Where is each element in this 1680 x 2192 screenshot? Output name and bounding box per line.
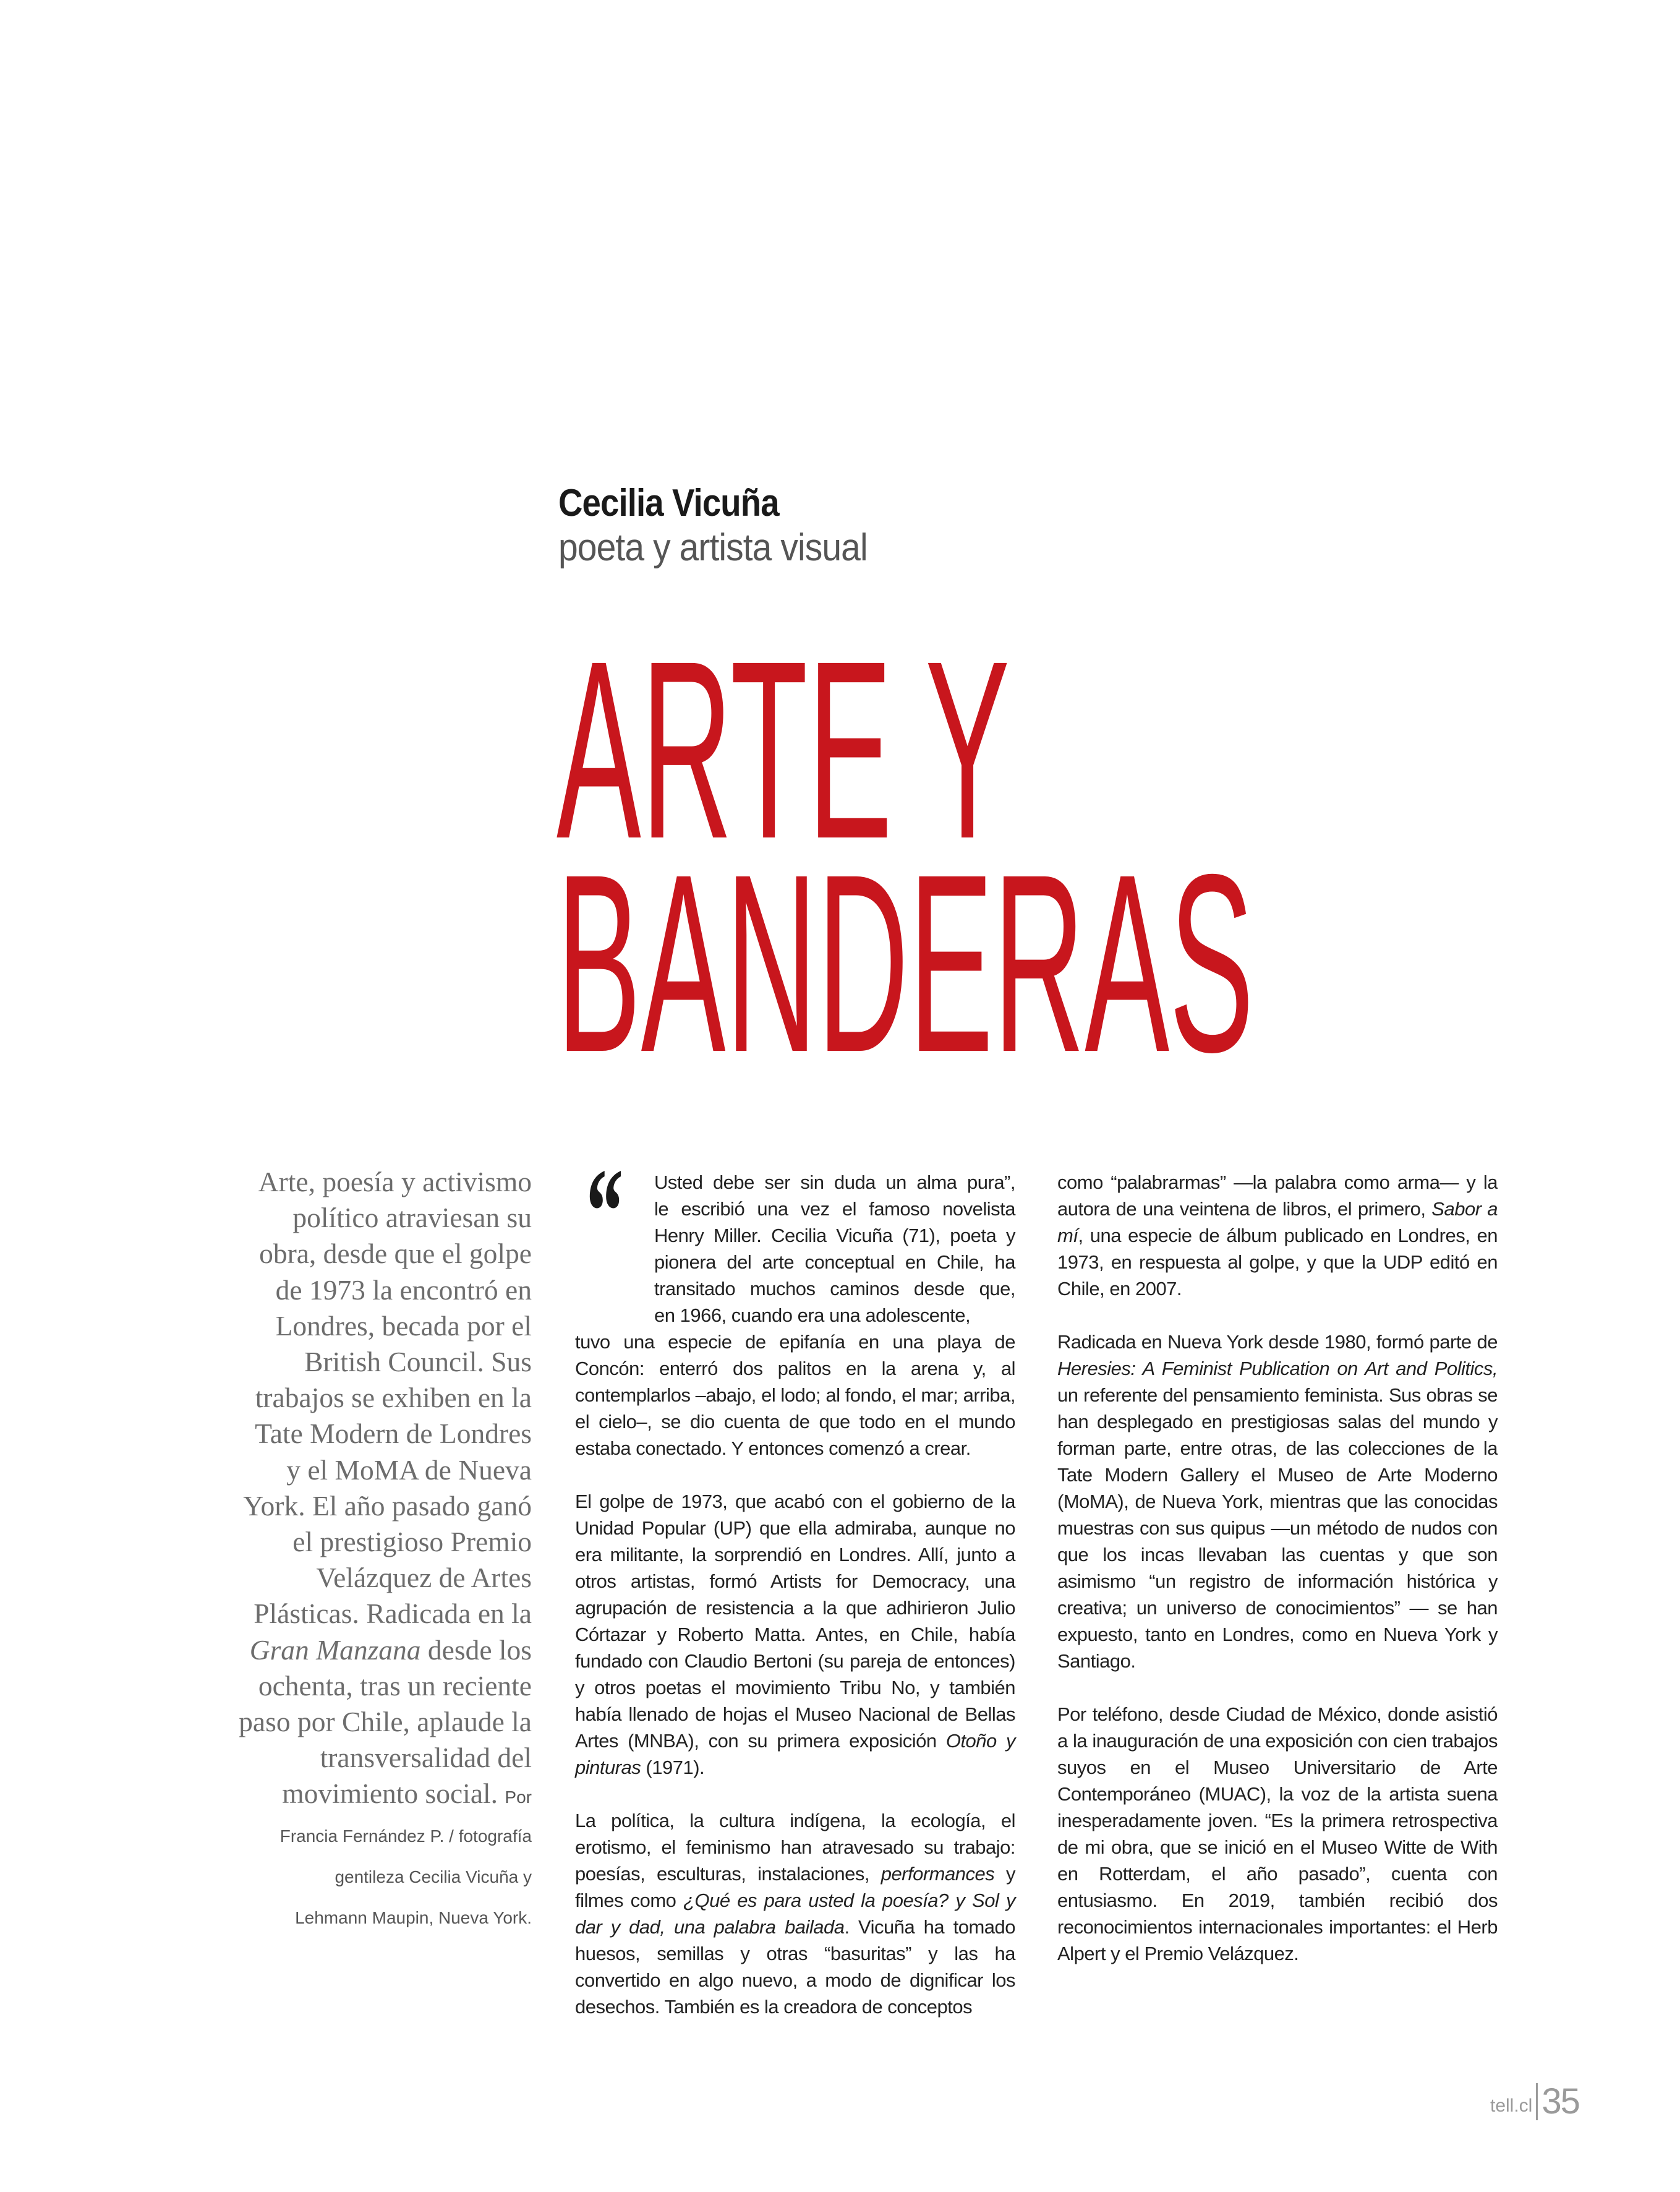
lede-text: Arte, poesía y activismo político atraviesan su obra, desde que el golpe de 1973 la encontró en Londres, becada por el British Council. Sus trabajos se exhiben en la Tate Modern de Londres y el MoMA de Nueva York. El año pasado ganó el prestigioso Premio Velázquez de Artes Plásticas. Radicada en la [243, 1166, 532, 1630]
paragraph-text: tuvo una especie de epifanía en una playa de Concón: enterró dos palitos en la arena y, al contemplarlos –abajo, el lodo; al fondo, el mar; arriba, el cielo–, se dio cuenta de que todo en el mundo estaba conectado. Y entonces comenzó a crear. [575, 1331, 1015, 1459]
credit-line-1: Francia Fernández P. / fotografía [279, 1826, 532, 1846]
credit-line-3: Lehmann Maupin, Nueva York. [295, 1907, 532, 1927]
paragraph-text: (1971). [641, 1757, 705, 1778]
paragraph [1057, 1329, 1498, 1674]
drop-quote-line: en 1966, cuando era una adolescente, [654, 1304, 971, 1326]
paragraph-text: Radicada en Nueva York desde 1980, formó parte de [1057, 1331, 1498, 1353]
title-line-2: BANDERAS [556, 821, 1254, 1105]
magazine-name: tell.cl [1490, 2096, 1533, 2116]
drop-quote-line: pionera del arte conceptual en Chile, ha [654, 1251, 1015, 1273]
credit-by: Por [505, 1787, 532, 1807]
credit-line-2: gentileza Cecilia Vicuña y [335, 1867, 532, 1886]
page-number: 35 [1541, 2081, 1579, 2121]
subject-name: Cecilia Vicuña [558, 482, 779, 524]
opening-quote-mark: “ [586, 1144, 623, 1280]
paragraph-text: como “palabrarmas” —la palabra como arma— y la autora de una veintena de libros, el primero, [1057, 1171, 1498, 1220]
title-line-1: ARTE Y [556, 608, 1010, 891]
subject-role: poeta y artista visual [558, 526, 868, 569]
lede-paragraph [235, 1164, 532, 1938]
drop-quote-line: le escribió una vez el famoso novelista [654, 1198, 1015, 1220]
page-folio [1490, 2083, 1579, 2120]
paragraph [575, 1807, 1015, 2020]
body-column-1 [575, 1169, 1015, 2020]
paragraph: Por teléfono, desde Ciudad de México, donde asistió a la inauguración de una exposición con cien trabajos suyos en el Museo Universitario de Arte Contemporáneo (MUAC), la voz de la artista suena inesperadamente joven. “Es la primera retrospectiva de mi obra, que se inició en el Museo Witte de With en Rotterdam, el año pasado”, cuenta con entusiasmo. En 2019, también recibió dos reconocimientos internacionales importantes: el Herb Alpert y el Premio Velázquez. [1057, 1703, 1498, 1964]
paragraph [575, 1488, 1015, 1781]
drop-quote-line: Usted debe ser sin duda un alma pura”, [654, 1171, 1015, 1193]
body-column-2 [1057, 1169, 1498, 1967]
paragraph-text: El golpe de 1973, que acabó con el gobierno de la Unidad Popular (UP) que ella admiraba, aunque no era militante, la sorprendió en Londres. Allí, junto a otros artistas, formó Artists for Democracy, una agrupación de resistencia a la que adhirieron Julio Córtazar y Roberto Matta. Antes, en Chile, había fundado con Claudio Bertoni (su pareja de entonces) y otros poetas el movimiento Tribu No, y también había llenado de hojas el Museo Nacional de Bellas Artes (MNBA), con su primera exposición [575, 1491, 1015, 1752]
drop-quote-line: transitado muchos caminos desde que, [654, 1278, 1015, 1299]
lede-text-cont: desde los ochenta, tras un reciente paso por Chile, aplaude la transversalidad del movimiento social. [239, 1633, 532, 1810]
lede-italic: Gran Manzana [249, 1633, 421, 1666]
paragraph-italic: Heresies: A Feminist Publication on Art and Politics, [1057, 1358, 1498, 1379]
drop-quote-lines [575, 1169, 1015, 1329]
paragraph-italic: Otoño y pinturas [575, 1730, 1016, 1778]
paragraph-text: La política, la cultura indígena, la ecología, el erotismo, el feminismo han atravesado su trabajo: poesías, esculturas, instalaciones, [575, 1810, 1015, 1885]
folio-divider [1536, 2083, 1538, 2120]
paragraph-italic: Sabor a mí [1057, 1198, 1498, 1246]
drop-quote-line: Henry Miller. Cecilia Vicuña (71), poeta y [654, 1225, 1015, 1246]
paragraph-text: y filmes como [575, 1863, 1015, 1911]
paragraph-italic: performances [881, 1863, 995, 1885]
paragraph-text: . Vicuña ha tomado huesos, semillas y otras “basuritas” y las ha convertido en algo nuevo, a modo de dignificar los desechos. También es la creadora de conceptos [575, 1916, 1015, 2018]
article-title [556, 608, 1680, 1105]
paragraph-italic: ¿Qué es para usted la poesía? y Sol y dar y dad, una palabra bailada [575, 1890, 1015, 1938]
paragraph [575, 1169, 1015, 1462]
article-header [558, 481, 894, 570]
paragraph-text: un referente del pensamiento feminista. Sus obras se han desplegado en prestigiosas salas del mundo y forman parte, entre otras, de las colecciones de la Tate Modern Gallery el Museo de Arte Moderno (MoMA), de Nueva York, mientras que las conocidas muestras con sus quipus —un método de nudos con que los incas llevaban las cuentas y que son asimismo “un registro de información histórica y creativa; un universo de conocimientos” — se han expuesto, tanto en Londres, como en Nueva York y Santiago. [1057, 1384, 1498, 1672]
paragraph [1057, 1169, 1498, 1302]
paragraph-text: , una especie de álbum publicado en Londres, en 1973, en respuesta al golpe, y que la UDP editó en Chile, en 2007. [1057, 1225, 1498, 1299]
